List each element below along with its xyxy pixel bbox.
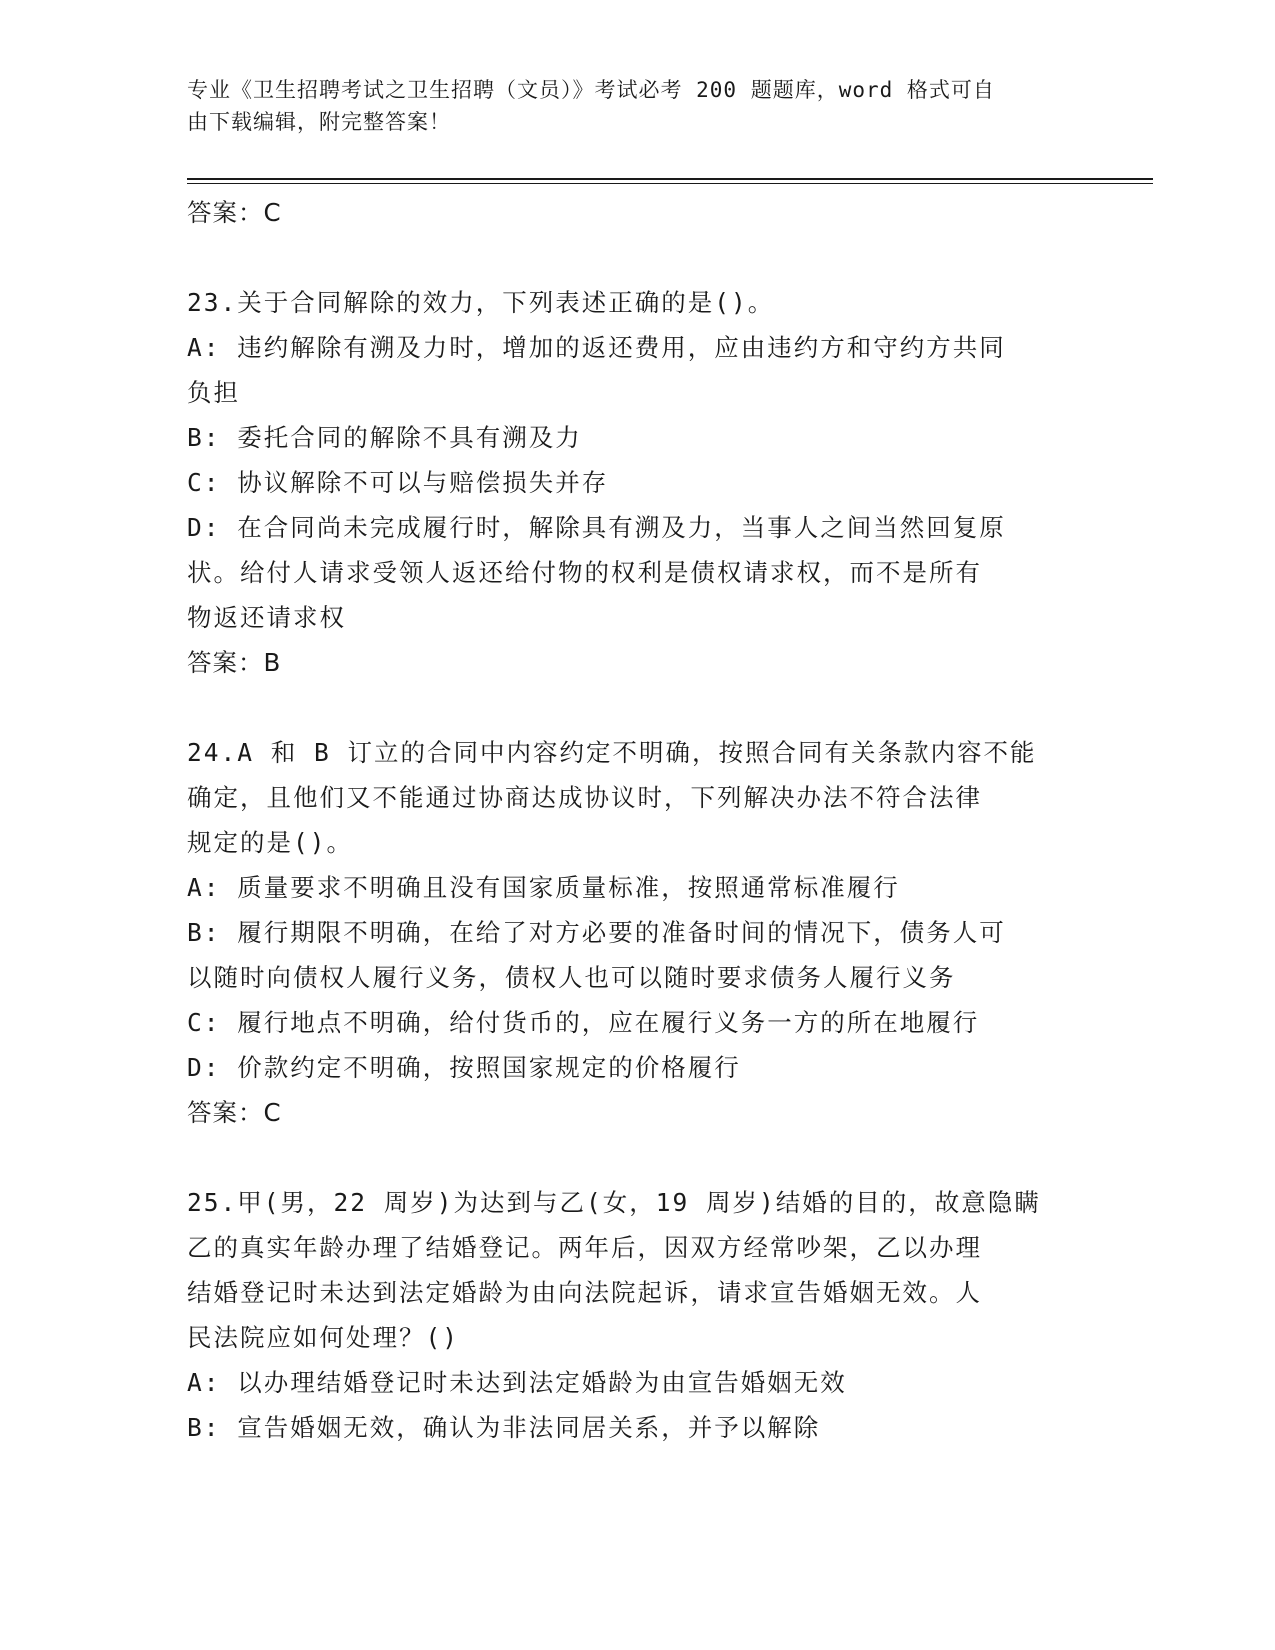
option-a: A: 质量要求不明确且没有国家质量标准，按照通常标准履行 (187, 873, 900, 902)
question-stem-cont: 确定，且他们又不能通过协商达成协议时，下列解决办法不符合法律 (187, 783, 982, 812)
header-line-1: 专业《卫生招聘考试之卫生招聘（文员）》考试必考 200 题题库，word 格式可自 (187, 78, 995, 102)
option-a-cont: 负担 (187, 378, 240, 407)
option-c: C: 履行地点不明确，给付货币的，应在履行义务一方的所在地履行 (187, 1008, 980, 1037)
option-a: A: 违约解除有溯及力时，增加的返还费用，应由违约方和守约方共同 (187, 333, 1006, 362)
question-stem-cont: 乙的真实年龄办理了结婚登记。两年后，因双方经常吵架，乙以办理 (187, 1233, 982, 1262)
document-header (187, 74, 1067, 138)
option-d-cont: 状。给付人请求受领人返还给付物的权利是债权请求权，而不是所有 (187, 558, 982, 587)
question-23 (187, 280, 1087, 685)
answer: 答案：B (187, 648, 282, 677)
option-b-cont: 以随时向债权人履行义务，债权人也可以随时要求债务人履行义务 (187, 963, 956, 992)
answer: 答案：C (187, 1098, 282, 1127)
option-a: A: 以办理结婚登记时未达到法定婚龄为由宣告婚姻无效 (187, 1368, 847, 1397)
question-25 (187, 1180, 1087, 1450)
document-body (187, 190, 1087, 1450)
option-b: B: 履行期限不明确，在给了对方必要的准备时间的情况下，债务人可 (187, 918, 1006, 947)
option-b: B: 委托合同的解除不具有溯及力 (187, 423, 582, 452)
previous-answer: 答案：C (187, 198, 282, 227)
question-stem-cont: 结婚登记时未达到法定婚龄为由向法院起诉，请求宣告婚姻无效。人 (187, 1278, 982, 1307)
option-c: C: 协议解除不可以与赔偿损失并存 (187, 468, 609, 497)
spacer (187, 1135, 1087, 1180)
question-stem-cont: 民法院应如何处理？() (187, 1323, 459, 1352)
question-stem-cont: 规定的是()。 (187, 828, 353, 857)
question-24 (187, 730, 1087, 1135)
option-d: D: 价款约定不明确，按照国家规定的价格履行 (187, 1053, 741, 1082)
option-d-cont: 物返还请求权 (187, 603, 346, 632)
question-stem: 23.关于合同解除的效力，下列表述正确的是()。 (187, 288, 775, 317)
question-stem: 24.A 和 B 订立的合同中内容约定不明确，按照合同有关条款内容不能 (187, 738, 1037, 767)
spacer (187, 685, 1087, 730)
header-rule-thin (187, 183, 1153, 184)
option-b: B: 宣告婚姻无效，确认为非法同居关系，并予以解除 (187, 1413, 821, 1442)
option-d: D: 在合同尚未完成履行时，解除具有溯及力，当事人之间当然回复原 (187, 513, 1006, 542)
question-stem: 25.甲(男，22 周岁)为达到与乙(女，19 周岁)结婚的目的，故意隐瞒 (187, 1188, 1041, 1217)
header-line-2: 由下载编辑，附完整答案！ (187, 110, 451, 134)
header-rule-thick (187, 178, 1153, 180)
spacer (187, 235, 1087, 280)
